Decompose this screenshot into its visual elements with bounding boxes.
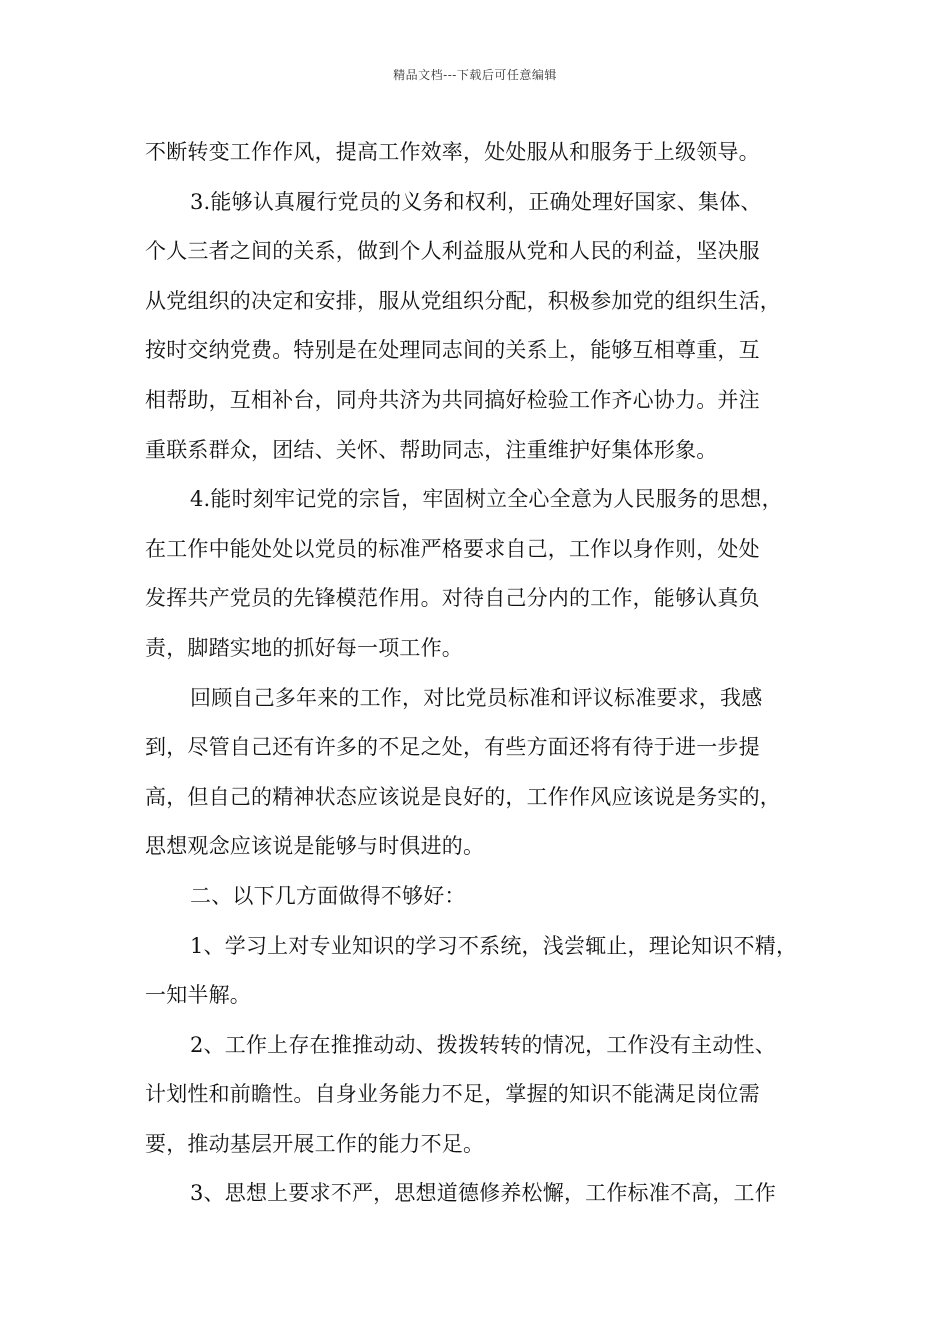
text-line: 重联系群众，团结、关怀、帮助同志，注重维护好集体形象。	[145, 437, 718, 462]
text-line: 相帮助，互相补台，同舟共济为共同搞好检验工作齐心协力。并注	[145, 387, 760, 412]
text-line: 不断转变工作作风，提高工作效率，处处服从和服务于上级领导。	[145, 140, 760, 164]
text-line: 3.能够认真履行党员的义务和权利，正确处理好国家、集体、	[190, 189, 762, 214]
text-line: 3、思想上要求不严，思想道德修养松懈，工作标准不高，工作	[190, 1181, 776, 1206]
text-line: 2、工作上存在推推动动、拨拨转转的情况，工作没有主动性、	[190, 1032, 776, 1057]
text-line: 二、以下几方面做得不够好：	[190, 883, 466, 908]
text-line: 高，但自己的精神状态应该说是良好的，工作作风应该说是务实的，	[145, 784, 781, 809]
text-line: 一知半解。	[145, 983, 251, 1008]
text-line: 回顾自己多年来的工作，对比党员标准和评议标准要求，我感	[190, 685, 763, 710]
text-line: 4.能时刻牢记党的宗旨，牢固树立全心全意为人民服务的思想，	[190, 487, 783, 512]
text-line: 个人三者之间的关系，做到个人利益服从党和人民的利益，坚决服	[145, 239, 760, 264]
document-body	[145, 128, 815, 1219]
text-line: 到，尽管自己还有许多的不足之处，有些方面还将有待于进一步提	[145, 735, 760, 760]
text-line: 从党组织的决定和安排，服从党组织分配，积极参加党的组织生活，	[145, 288, 781, 313]
text-line: 责，脚踏实地的抓好每一项工作。	[145, 635, 463, 660]
text-line: 发挥共产党员的先锋模范作用。对待自己分内的工作，能够认真负	[145, 586, 760, 611]
text-line: 1、学习上对专业知识的学习不系统，浅尝辄止，理论知识不精，	[190, 933, 798, 958]
page-header: 精品文档---下载后可任意编辑	[393, 68, 557, 82]
text-line: 在工作中能处处以党员的标准严格要求自己，工作以身作则，处处	[145, 536, 760, 561]
text-line: 按时交纳党费。特别是在处理同志间的关系上，能够互相尊重，互	[145, 338, 760, 363]
text-line: 要，推动基层开展工作的能力不足。	[145, 1131, 485, 1156]
text-line: 思想观念应该说是能够与时俱进的。	[145, 834, 485, 859]
text-line: 计划性和前瞻性。自身业务能力不足，掌握的知识不能满足岗位需	[145, 1082, 760, 1107]
